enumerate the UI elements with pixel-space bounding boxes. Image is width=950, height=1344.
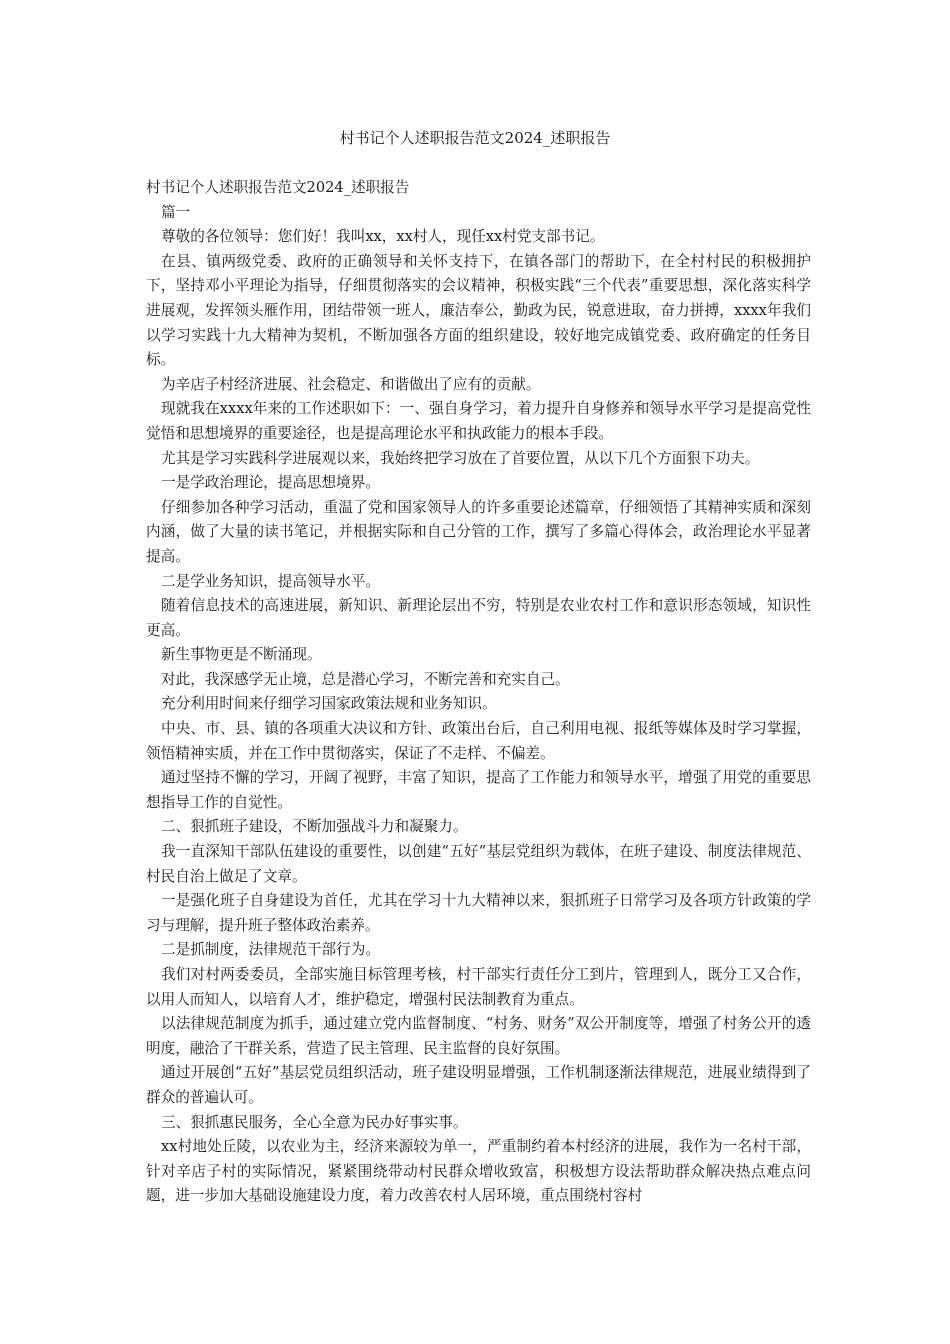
document-title: 村书记个人述职报告范文2024_述职报告 <box>339 129 611 147</box>
document-subtitle: 村书记个人述职报告范文2024_述职报告 <box>146 179 410 196</box>
paragraph: 新生事物更是不断涌现。 <box>161 646 322 664</box>
paragraph: 对此，我深感学无止境，总是潜心学习，不断完善和充实自己。 <box>161 670 570 688</box>
paragraph: 以法律规范制度为抓手，通过建立党内监督制度、“村务、财务”双公开制度等，增强了村务公开的透明度，融洽了干群关系，营造了民主管理、民主监督的良好氛围。 <box>146 1015 811 1057</box>
paragraph: xx村地处丘陵，以农业为主，经济来源较为单一，严重制约着本村经济的进展，我作为一名村干部，针对辛店子村的实际情况，紧紧围绕带动村民群众增收致富，积极想方设法帮助群众解决热点难点问题，进一步加大基础设施建设力度，着力改善农村人居环境，重点围绕村容村 <box>146 1138 811 1205</box>
paragraph: 一是学政治理论，提高思想境界。 <box>161 474 380 492</box>
paragraph: 现就我在xxxx年来的工作述职如下：一、强自身学习，着力提升自身修养和领导水平学习是提高党性觉悟和思想境界的重要途径，也是提高理论水平和执政能力的根本手段。 <box>146 400 811 442</box>
paragraph: 尤其是学习实践科学进展观以来，我始终把学习放在了首要位置，从以下几个方面狠下功夫。 <box>161 449 760 467</box>
paragraph: 一是强化班子自身建设为首任，尤其在学习十九大精神以来，狠抓班子日常学习及各项方针政策的学习与理解，提升班子整体政治素养。 <box>146 892 811 934</box>
paragraph: 仔细参加各种学习活动，重温了党和国家领导人的许多重要论述篇章，仔细领悟了其精神实质和深刻内涵，做了大量的读书笔记，并根据实际和自己分管的工作，撰写了多篇心得体会，政治理论水平显著提高。 <box>146 498 811 565</box>
paragraph: 尊敬的各位领导：您们好！我叫xx，xx村人，现任xx村党支部书记。 <box>161 228 605 246</box>
paragraph: 充分利用时间来仔细学习国家政策法规和业务知识。 <box>161 695 497 713</box>
paragraph: 为辛店子村经济进展、社会稳定、和谐做出了应有的贡献。 <box>161 375 541 393</box>
paragraph: 在县、镇两级党委、政府的正确领导和关怀支持下，在镇各部门的帮助下，在全村村民的积极拥护下，坚持邓小平理论为指导，仔细贯彻落实的会议精神，积极实践“三个代表”重要思想，深化落实科学进展观，发挥领头雁作用，团结带领一班人，廉洁奉公，勤政为民，锐意进取，奋力拼搏，xxxx年我们以学习实践十九大精神为契机，不断加强各方面的组织建设，较好地完成镇党委、政府确定的任务目标。 <box>146 252 811 369</box>
paragraph: 随着信息技术的高速进展，新知识、新理论层出不穷，特别是农业农村工作和意识形态领域，知识性更高。 <box>146 597 811 639</box>
paragraph: 二是学业务知识，提高领导水平。 <box>161 572 380 590</box>
paragraph: 通过坚持不懈的学习，开阔了视野，丰富了知识，提高了工作能力和领导水平，增强了用党的重要思想指导工作的自觉性。 <box>146 769 811 811</box>
document-body <box>146 176 811 1209</box>
paragraph: 三、狠抓惠民服务，全心全意为民办好事实事。 <box>161 1113 468 1131</box>
paragraph: 我一直深知干部队伍建设的重要性，以创建“五好”基层党组织为载体，在班子建设、制度法律规范、村民自治上做足了文章。 <box>146 843 811 885</box>
paragraph: 我们对村两委委员，全部实施目标管理考核，村干部实行责任分工到片，管理到人，既分工又合作，以用人而知人，以培育人才，维护稳定，增强村民法制教育为重点。 <box>146 966 811 1008</box>
paragraph: 通过开展创“五好”基层党员组织活动，班子建设明显增强，工作机制逐渐法律规范，进展业绩得到了群众的普遍认可。 <box>146 1064 811 1106</box>
paragraph: 二是抓制度，法律规范干部行为。 <box>161 941 380 959</box>
paragraph: 二、狠抓班子建设，不断加强战斗力和凝聚力。 <box>161 818 468 836</box>
paragraph: 篇一 <box>161 203 191 221</box>
paragraph: 中央、市、县、镇的各项重大决议和方针、政策出台后，自己利用电视、报纸等媒体及时学习掌握，领悟精神实质，并在工作中贯彻落实，保证了不走样、不偏差。 <box>146 720 811 762</box>
